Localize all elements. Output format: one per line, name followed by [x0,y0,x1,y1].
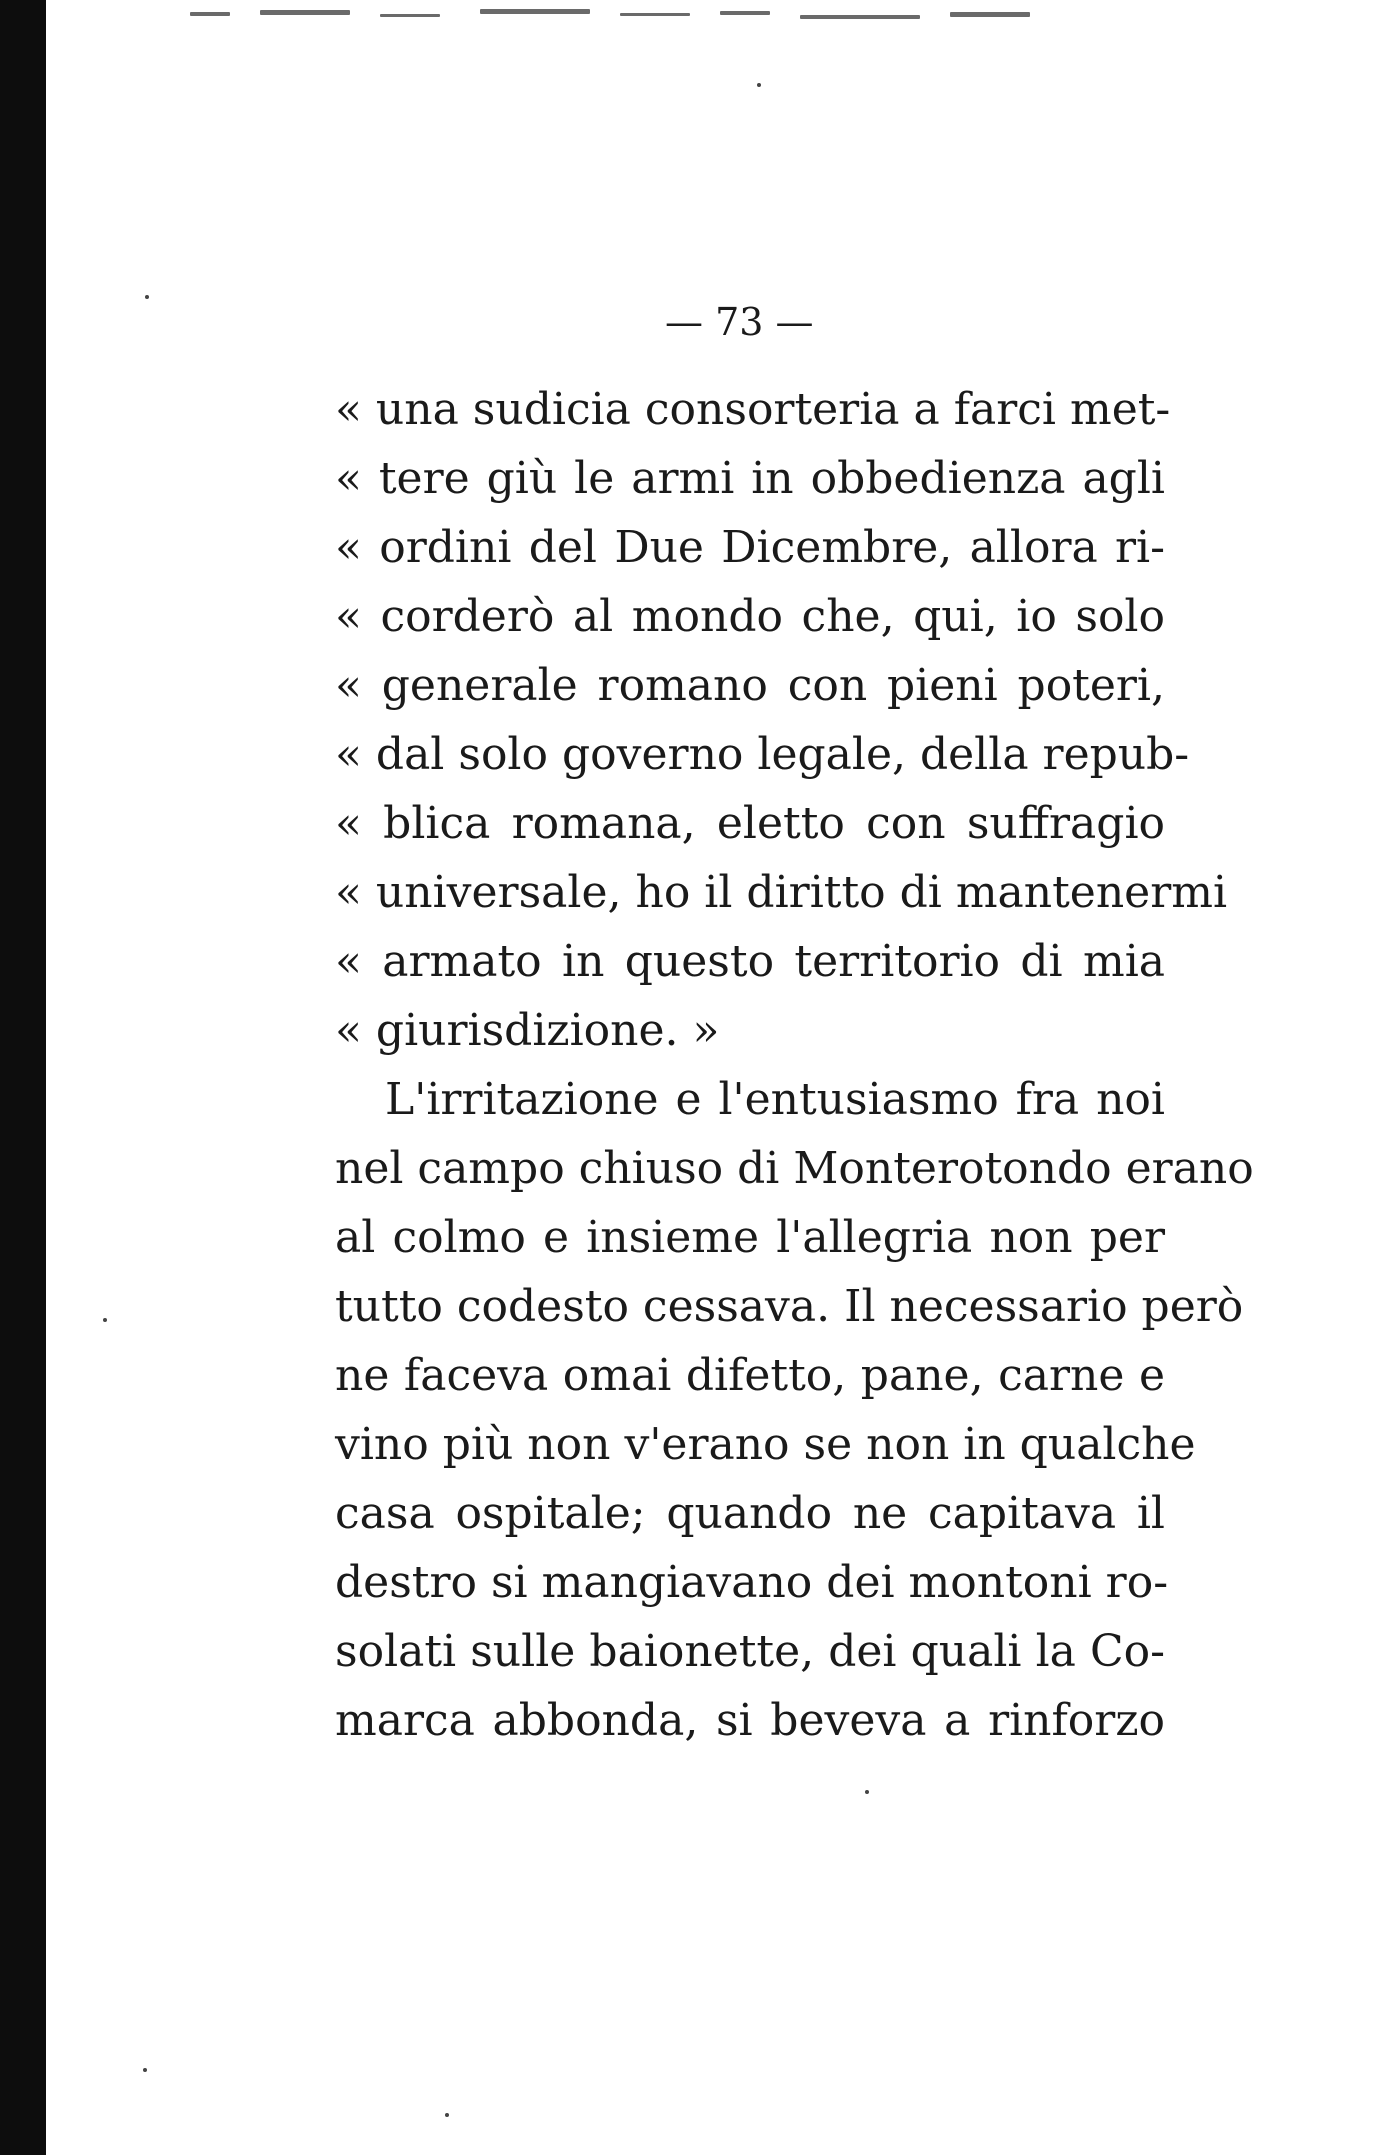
paragraph-line: solati sulle baionette, dei quali la Co- [335,1626,1165,1677]
quote-line: « tere giù le armi in obbedienza agli [335,453,1165,504]
scan-speck [145,295,149,299]
scan-speck [865,1790,869,1794]
paragraph-line: al colmo e insieme l'allegria non per [335,1212,1165,1263]
paragraph-line: L'irritazione e l'entusiasmo fra noi [385,1074,1165,1125]
paragraph-line: ne faceva omai difetto, pane, carne e [335,1350,1165,1401]
quote-line: « armato in questo territorio di mia [335,936,1165,987]
quote-line: « ordini del Due Dicembre, allora ri- [335,522,1165,573]
page-number: — 73 — [665,300,814,344]
quote-line: « generale romano con pieni poteri, [335,660,1165,711]
scan-bleedthrough-noise [180,0,1060,40]
quote-line: « giurisdizione. » [335,1005,720,1056]
paragraph-line: vino più non v'erano se non in qualche [335,1419,1196,1470]
scan-binding-edge [0,0,46,2155]
quote-line: « una sudicia consorteria a farci met- [335,384,1171,435]
quote-line: « dal solo governo legale, della repub- [335,729,1190,780]
paragraph-line: marca abbonda, si beveva a rinforzo [335,1695,1165,1746]
scan-speck [143,2068,147,2072]
scan-speck [445,2113,449,2117]
paragraph-line: casa ospitale; quando ne capitava il [335,1488,1165,1539]
page-body [335,375,1254,1755]
paragraph-line: tutto codesto cessava. Il necessario però [335,1281,1244,1332]
quote-line: « blica romana, eletto con suffragio [335,798,1165,849]
scan-speck [103,1318,107,1322]
paragraph-line: nel campo chiuso di Monterotondo erano [335,1143,1254,1194]
quote-line: « corderò al mondo che, qui, io solo [335,591,1165,642]
scan-speck [757,83,761,87]
paragraph-line: destro si mangiavano dei montoni ro- [335,1557,1169,1608]
quote-line: « universale, ho il diritto di mantenermi [335,867,1228,918]
